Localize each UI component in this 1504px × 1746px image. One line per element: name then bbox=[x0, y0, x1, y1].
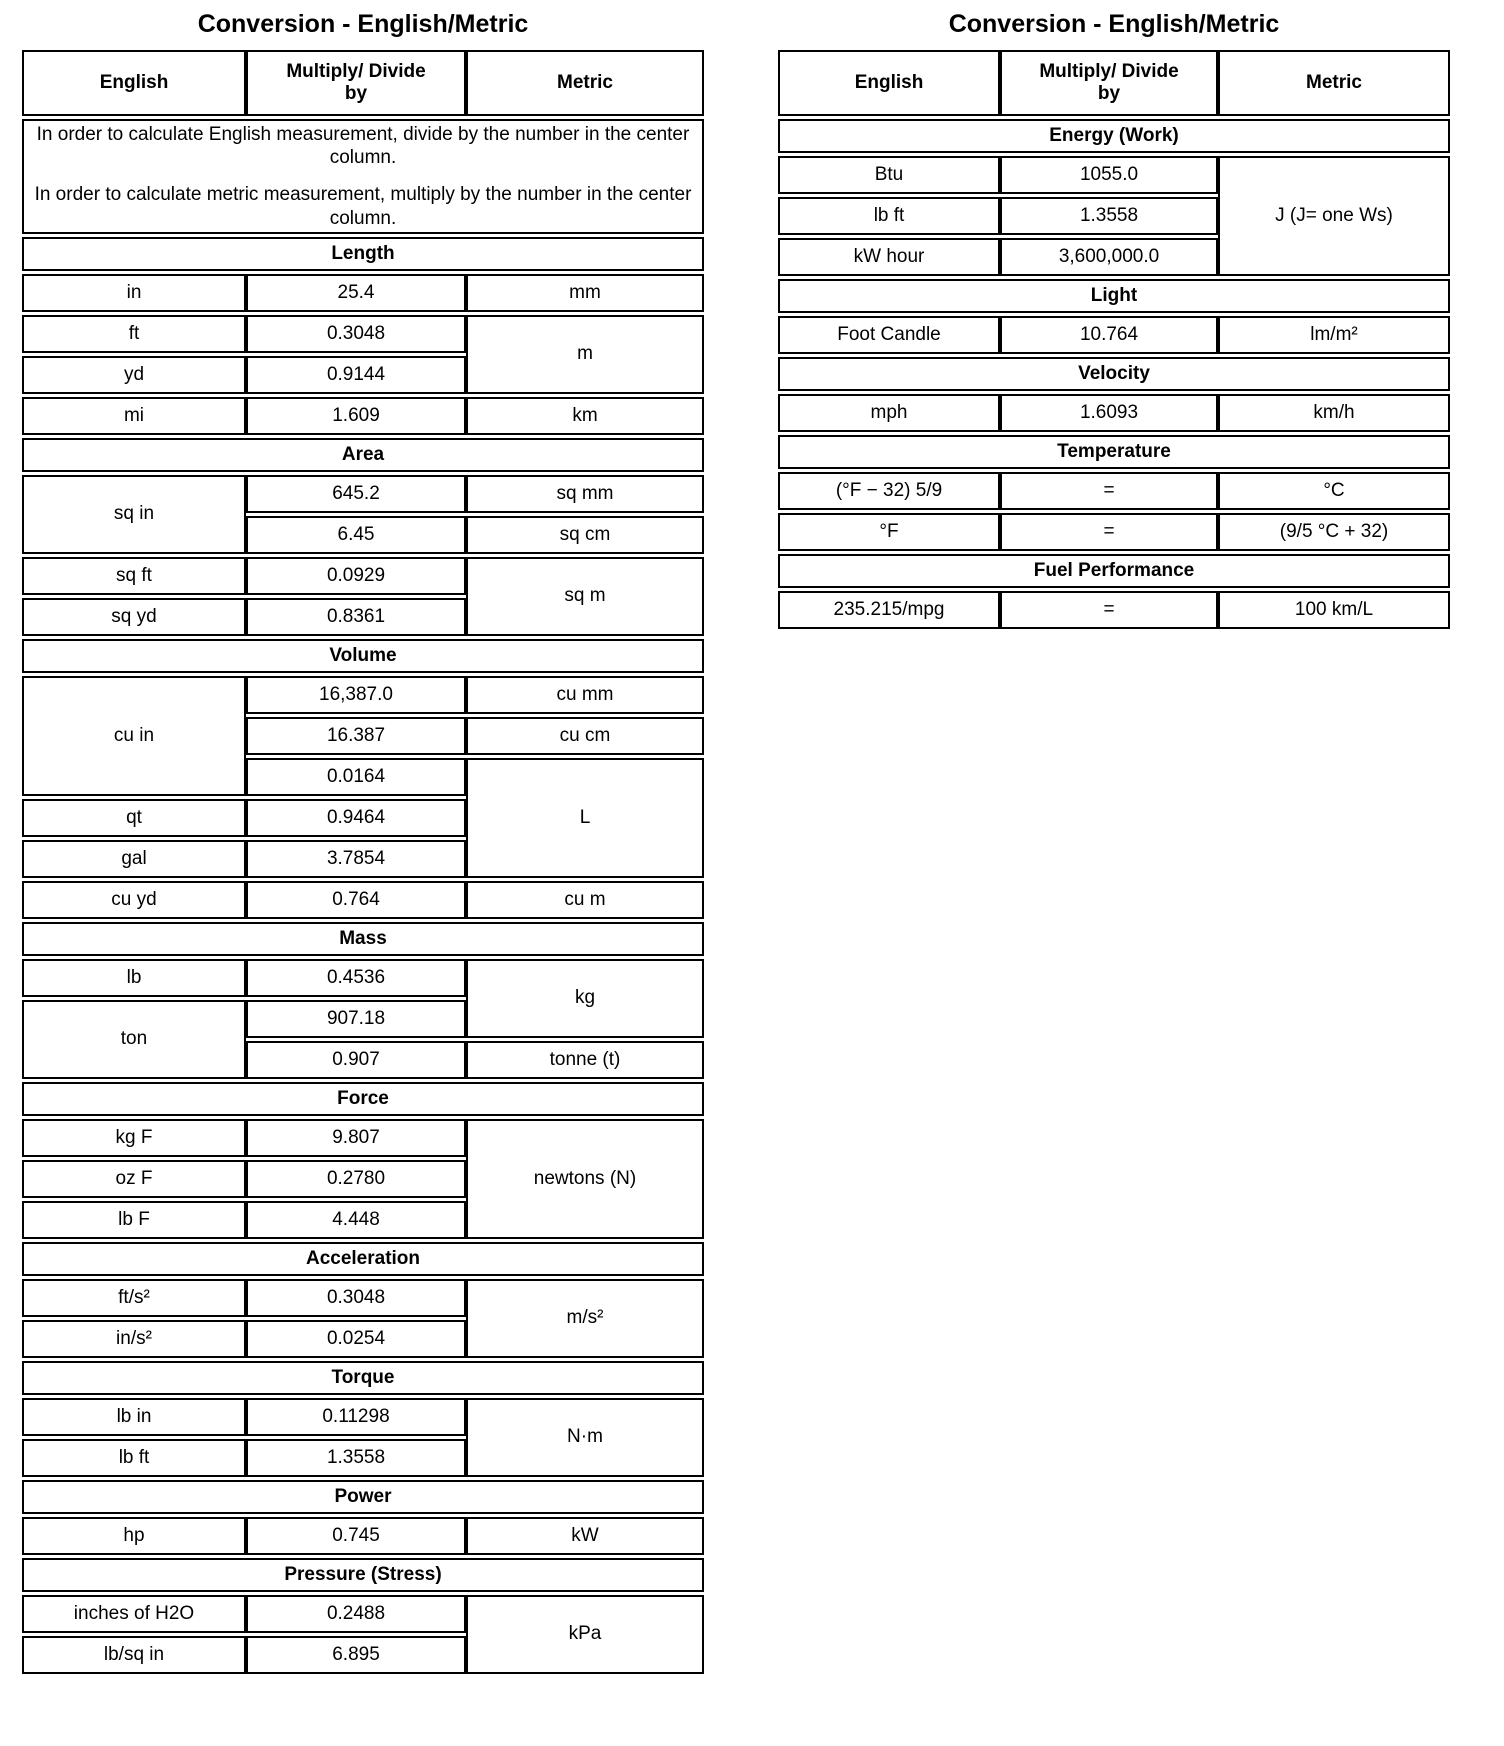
factor-cell: 3,600,000.0 bbox=[1000, 238, 1218, 276]
factor-cell: 0.907 bbox=[246, 1041, 466, 1079]
factor-cell: 0.3048 bbox=[246, 1279, 466, 1317]
metric-cell: newtons (N) bbox=[466, 1119, 704, 1239]
english-cell: kW hour bbox=[778, 238, 1000, 276]
english-cell: lb F bbox=[22, 1201, 246, 1239]
right-table-block bbox=[778, 8, 1450, 632]
metric-cell: L bbox=[466, 758, 704, 878]
english-cell: Btu bbox=[778, 156, 1000, 194]
factor-cell: 0.9144 bbox=[246, 356, 466, 394]
section-header: Energy (Work) bbox=[778, 119, 1450, 153]
table-row bbox=[22, 1279, 704, 1317]
english-cell: gal bbox=[22, 840, 246, 878]
metric-cell: J (J= one Ws) bbox=[1218, 156, 1450, 276]
factor-cell: 1.3558 bbox=[246, 1439, 466, 1477]
table-row bbox=[778, 316, 1450, 354]
english-cell: lb in bbox=[22, 1398, 246, 1436]
english-cell: °F bbox=[778, 513, 1000, 551]
table-row bbox=[22, 676, 704, 714]
english-cell: cu yd bbox=[22, 881, 246, 919]
factor-cell: 0.8361 bbox=[246, 598, 466, 636]
factor-cell: 0.9464 bbox=[246, 799, 466, 837]
section-header: Temperature bbox=[778, 435, 1450, 469]
factor-cell: 1.6093 bbox=[1000, 394, 1218, 432]
factor-cell: 0.0254 bbox=[246, 1320, 466, 1358]
column-header-factor-line1: Multiply/ Divide bbox=[286, 61, 426, 82]
factor-cell: 907.18 bbox=[246, 1000, 466, 1038]
section-header: Fuel Performance bbox=[778, 554, 1450, 588]
conversion-table-right bbox=[778, 47, 1450, 632]
table-row bbox=[22, 1517, 704, 1555]
factor-cell: 0.2780 bbox=[246, 1160, 466, 1198]
english-cell: 235.215/mpg bbox=[778, 591, 1000, 629]
metric-cell: lm/m² bbox=[1218, 316, 1450, 354]
note-cell bbox=[22, 119, 704, 234]
column-header-metric: Metric bbox=[466, 50, 704, 116]
section-header: Mass bbox=[22, 922, 704, 956]
english-cell: sq ft bbox=[22, 557, 246, 595]
factor-cell: 0.0929 bbox=[246, 557, 466, 595]
metric-cell: m/s² bbox=[466, 1279, 704, 1358]
factor-cell: 0.4536 bbox=[246, 959, 466, 997]
table-row bbox=[22, 475, 704, 513]
english-cell: inches of H2O bbox=[22, 1595, 246, 1633]
table-row bbox=[778, 472, 1450, 510]
metric-cell: (9/5 °C + 32) bbox=[1218, 513, 1450, 551]
factor-cell: 0.11298 bbox=[246, 1398, 466, 1436]
section-header: Torque bbox=[22, 1361, 704, 1395]
factor-cell: 1.609 bbox=[246, 397, 466, 435]
column-header-factor-line2: by bbox=[344, 83, 368, 104]
column-header-factor bbox=[1000, 50, 1218, 116]
section-header: Pressure (Stress) bbox=[22, 1558, 704, 1592]
column-header-english: English bbox=[778, 50, 1000, 116]
section-header: Volume bbox=[22, 639, 704, 673]
factor-cell: 645.2 bbox=[246, 475, 466, 513]
table-row bbox=[778, 513, 1450, 551]
table-row bbox=[22, 397, 704, 435]
english-cell: ft/s² bbox=[22, 1279, 246, 1317]
metric-cell: °C bbox=[1218, 472, 1450, 510]
column-header-factor-line2: by bbox=[1097, 83, 1121, 104]
note-text: In order to calculate English measurement, divide by the number in the center column. bbox=[36, 124, 690, 169]
factor-cell: = bbox=[1000, 591, 1218, 629]
english-cell: kg F bbox=[22, 1119, 246, 1157]
factor-cell: 1.3558 bbox=[1000, 197, 1218, 235]
page-title: Conversion - English/Metric bbox=[197, 10, 529, 38]
table-row bbox=[22, 274, 704, 312]
metric-cell: km bbox=[466, 397, 704, 435]
english-cell: oz F bbox=[22, 1160, 246, 1198]
note-row bbox=[22, 119, 704, 234]
column-header-english: English bbox=[22, 50, 246, 116]
metric-cell: N·m bbox=[466, 1398, 704, 1477]
table-row bbox=[22, 959, 704, 997]
column-header-factor bbox=[246, 50, 466, 116]
factor-cell: 0.2488 bbox=[246, 1595, 466, 1633]
english-cell: in/s² bbox=[22, 1320, 246, 1358]
table-row bbox=[22, 557, 704, 595]
metric-cell: sq cm bbox=[466, 516, 704, 554]
table-header-row bbox=[22, 50, 704, 116]
factor-cell: 9.807 bbox=[246, 1119, 466, 1157]
conversion-table-left bbox=[22, 47, 704, 1677]
section-header: Acceleration bbox=[22, 1242, 704, 1276]
english-cell: mi bbox=[22, 397, 246, 435]
factor-cell: 6.45 bbox=[246, 516, 466, 554]
column-header-factor-line1: Multiply/ Divide bbox=[1039, 61, 1179, 82]
section-header: Light bbox=[778, 279, 1450, 313]
english-cell: sq in bbox=[22, 475, 246, 554]
english-cell: yd bbox=[22, 356, 246, 394]
english-cell: in bbox=[22, 274, 246, 312]
english-cell: mph bbox=[778, 394, 1000, 432]
section-header: Area bbox=[22, 438, 704, 472]
section-header: Force bbox=[22, 1082, 704, 1116]
factor-cell: 16.387 bbox=[246, 717, 466, 755]
table-row bbox=[22, 1595, 704, 1633]
factor-cell: 0.764 bbox=[246, 881, 466, 919]
metric-cell: sq mm bbox=[466, 475, 704, 513]
english-cell: (°F − 32) 5/9 bbox=[778, 472, 1000, 510]
table-row bbox=[22, 881, 704, 919]
english-cell: lb/sq in bbox=[22, 1636, 246, 1674]
metric-cell: 100 km/L bbox=[1218, 591, 1450, 629]
section-header: Power bbox=[22, 1480, 704, 1514]
left-table-block bbox=[22, 8, 704, 1677]
table-row bbox=[778, 591, 1450, 629]
english-cell: ton bbox=[22, 1000, 246, 1079]
page-title: Conversion - English/Metric bbox=[948, 10, 1280, 38]
factor-cell: = bbox=[1000, 472, 1218, 510]
metric-cell: kW bbox=[466, 1517, 704, 1555]
metric-cell: mm bbox=[466, 274, 704, 312]
english-cell: lb ft bbox=[22, 1439, 246, 1477]
metric-cell: sq m bbox=[466, 557, 704, 636]
metric-cell: cu mm bbox=[466, 676, 704, 714]
english-cell: sq yd bbox=[22, 598, 246, 636]
note-text: In order to calculate metric measurement, multiply by the number in the center column. bbox=[34, 184, 692, 229]
metric-cell: km/h bbox=[1218, 394, 1450, 432]
factor-cell: 0.0164 bbox=[246, 758, 466, 796]
english-cell: ft bbox=[22, 315, 246, 353]
table-row bbox=[22, 1398, 704, 1436]
section-header: Velocity bbox=[778, 357, 1450, 391]
table-row bbox=[778, 394, 1450, 432]
metric-cell: kg bbox=[466, 959, 704, 1038]
factor-cell: 6.895 bbox=[246, 1636, 466, 1674]
metric-cell: m bbox=[466, 315, 704, 394]
section-header: Length bbox=[22, 237, 704, 271]
factor-cell: 0.745 bbox=[246, 1517, 466, 1555]
column-header-metric: Metric bbox=[1218, 50, 1450, 116]
table-header-row bbox=[778, 50, 1450, 116]
english-cell: lb ft bbox=[778, 197, 1000, 235]
factor-cell: 4.448 bbox=[246, 1201, 466, 1239]
english-cell: Foot Candle bbox=[778, 316, 1000, 354]
table-row bbox=[22, 1119, 704, 1157]
english-cell: qt bbox=[22, 799, 246, 837]
metric-cell: kPa bbox=[466, 1595, 704, 1674]
english-cell: hp bbox=[22, 1517, 246, 1555]
metric-cell: cu m bbox=[466, 881, 704, 919]
factor-cell: 3.7854 bbox=[246, 840, 466, 878]
factor-cell: 25.4 bbox=[246, 274, 466, 312]
table-row bbox=[22, 315, 704, 353]
factor-cell: 1055.0 bbox=[1000, 156, 1218, 194]
metric-cell: cu cm bbox=[466, 717, 704, 755]
factor-cell: 16,387.0 bbox=[246, 676, 466, 714]
factor-cell: = bbox=[1000, 513, 1218, 551]
factor-cell: 0.3048 bbox=[246, 315, 466, 353]
english-cell: cu in bbox=[22, 676, 246, 796]
metric-cell: tonne (t) bbox=[466, 1041, 704, 1079]
table-row bbox=[778, 156, 1450, 194]
factor-cell: 10.764 bbox=[1000, 316, 1218, 354]
english-cell: lb bbox=[22, 959, 246, 997]
